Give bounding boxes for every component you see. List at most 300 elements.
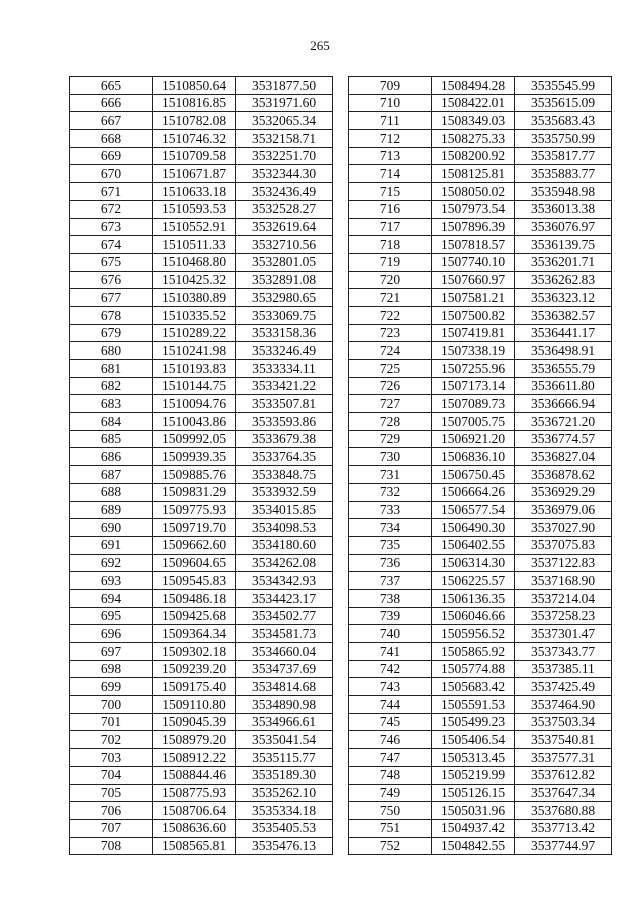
point-number-cell: 695 [70, 607, 153, 625]
point-number-cell: 751 [349, 819, 432, 837]
x-coordinate-cell: 1509364.34 [153, 625, 236, 643]
y-coordinate-cell: 3535262.10 [236, 784, 333, 802]
point-number-cell: 722 [349, 306, 432, 324]
x-coordinate-cell: 1505219.99 [432, 766, 515, 784]
table-row [70, 731, 333, 749]
point-number-cell: 734 [349, 519, 432, 537]
y-coordinate-cell: 3536555.79 [515, 360, 612, 378]
point-number-cell: 731 [349, 466, 432, 484]
x-coordinate-cell: 1509992.05 [153, 430, 236, 448]
x-coordinate-cell: 1505774.88 [432, 660, 515, 678]
table-row [349, 660, 612, 678]
y-coordinate-cell: 3537122.83 [515, 554, 612, 572]
x-coordinate-cell: 1507740.10 [432, 253, 515, 271]
point-number-cell: 704 [70, 766, 153, 784]
table-row [349, 94, 612, 112]
point-number-cell: 676 [70, 271, 153, 289]
point-number-cell: 706 [70, 802, 153, 820]
table-row [349, 342, 612, 360]
point-number-cell: 698 [70, 660, 153, 678]
x-coordinate-cell: 1507500.82 [432, 306, 515, 324]
y-coordinate-cell: 3535817.77 [515, 147, 612, 165]
y-coordinate-cell: 3537503.34 [515, 713, 612, 731]
x-coordinate-cell: 1509175.40 [153, 678, 236, 696]
y-coordinate-cell: 3531877.50 [236, 77, 333, 95]
table-row [70, 660, 333, 678]
table-row [70, 430, 333, 448]
table-row [349, 183, 612, 201]
x-coordinate-cell: 1507581.21 [432, 289, 515, 307]
point-number-cell: 677 [70, 289, 153, 307]
y-coordinate-cell: 3532344.30 [236, 165, 333, 183]
y-coordinate-cell: 3533679.38 [236, 430, 333, 448]
y-coordinate-cell: 3536076.97 [515, 218, 612, 236]
table-row [349, 731, 612, 749]
y-coordinate-cell: 3537540.81 [515, 731, 612, 749]
point-number-cell: 703 [70, 749, 153, 767]
table-row [70, 306, 333, 324]
y-coordinate-cell: 3535115.77 [236, 749, 333, 767]
point-number-cell: 670 [70, 165, 153, 183]
point-number-cell: 689 [70, 501, 153, 519]
table-row [70, 253, 333, 271]
y-coordinate-cell: 3536611.80 [515, 377, 612, 395]
point-number-cell: 725 [349, 360, 432, 378]
y-coordinate-cell: 3536262.83 [515, 271, 612, 289]
table-row [349, 837, 612, 855]
point-number-cell: 741 [349, 643, 432, 661]
table-row [70, 112, 333, 130]
point-number-cell: 710 [349, 94, 432, 112]
y-coordinate-cell: 3537258.23 [515, 607, 612, 625]
table-row [349, 536, 612, 554]
y-coordinate-cell: 3532619.64 [236, 218, 333, 236]
point-number-cell: 724 [349, 342, 432, 360]
x-coordinate-cell: 1510425.32 [153, 271, 236, 289]
table-row [70, 236, 333, 254]
table-row [70, 77, 333, 95]
table-row [70, 448, 333, 466]
y-coordinate-cell: 3536827.04 [515, 448, 612, 466]
x-coordinate-cell: 1508844.46 [153, 766, 236, 784]
x-coordinate-cell: 1505865.92 [432, 643, 515, 661]
point-number-cell: 697 [70, 643, 153, 661]
x-coordinate-cell: 1507419.81 [432, 324, 515, 342]
x-coordinate-cell: 1505031.96 [432, 802, 515, 820]
y-coordinate-cell: 3536441.17 [515, 324, 612, 342]
table-row [349, 236, 612, 254]
x-coordinate-cell: 1508125.81 [432, 165, 515, 183]
y-coordinate-cell: 3534015.85 [236, 501, 333, 519]
table-row [349, 165, 612, 183]
x-coordinate-cell: 1509662.60 [153, 536, 236, 554]
y-coordinate-cell: 3534966.61 [236, 713, 333, 731]
table-row [349, 784, 612, 802]
y-coordinate-cell: 3532436.49 [236, 183, 333, 201]
x-coordinate-cell: 1508050.02 [432, 183, 515, 201]
y-coordinate-cell: 3536498.91 [515, 342, 612, 360]
x-coordinate-cell: 1509775.93 [153, 501, 236, 519]
table-row [349, 819, 612, 837]
x-coordinate-cell: 1510380.89 [153, 289, 236, 307]
point-number-cell: 743 [349, 678, 432, 696]
x-coordinate-cell: 1507005.75 [432, 413, 515, 431]
y-coordinate-cell: 3537464.90 [515, 696, 612, 714]
table-row [349, 643, 612, 661]
x-coordinate-cell: 1510335.52 [153, 306, 236, 324]
y-coordinate-cell: 3536139.75 [515, 236, 612, 254]
point-number-cell: 728 [349, 413, 432, 431]
y-coordinate-cell: 3534660.04 [236, 643, 333, 661]
table-row [349, 678, 612, 696]
table-row [70, 94, 333, 112]
x-coordinate-cell: 1510850.64 [153, 77, 236, 95]
table-row [349, 713, 612, 731]
x-coordinate-cell: 1510671.87 [153, 165, 236, 183]
y-coordinate-cell: 3537075.83 [515, 536, 612, 554]
table-row [70, 766, 333, 784]
point-number-cell: 683 [70, 395, 153, 413]
point-number-cell: 668 [70, 130, 153, 148]
table-row [349, 306, 612, 324]
y-coordinate-cell: 3537647.34 [515, 784, 612, 802]
table-row [349, 147, 612, 165]
point-number-cell: 673 [70, 218, 153, 236]
table-row [349, 749, 612, 767]
point-number-cell: 742 [349, 660, 432, 678]
table-row [70, 519, 333, 537]
y-coordinate-cell: 3535750.99 [515, 130, 612, 148]
y-coordinate-cell: 3536979.06 [515, 501, 612, 519]
table-row [70, 271, 333, 289]
table-row [70, 466, 333, 484]
x-coordinate-cell: 1510289.22 [153, 324, 236, 342]
table-row [349, 554, 612, 572]
y-coordinate-cell: 3537027.90 [515, 519, 612, 537]
y-coordinate-cell: 3537612.82 [515, 766, 612, 784]
table-row [70, 696, 333, 714]
table-row [349, 589, 612, 607]
y-coordinate-cell: 3532980.65 [236, 289, 333, 307]
point-number-cell: 723 [349, 324, 432, 342]
y-coordinate-cell: 3532065.34 [236, 112, 333, 130]
y-coordinate-cell: 3532891.08 [236, 271, 333, 289]
table-row [349, 430, 612, 448]
x-coordinate-cell: 1509831.29 [153, 483, 236, 501]
point-number-cell: 721 [349, 289, 432, 307]
x-coordinate-cell: 1508636.60 [153, 819, 236, 837]
point-number-cell: 740 [349, 625, 432, 643]
table-row [349, 112, 612, 130]
x-coordinate-cell: 1508349.03 [432, 112, 515, 130]
y-coordinate-cell: 3534262.08 [236, 554, 333, 572]
table-row [349, 360, 612, 378]
x-coordinate-cell: 1508494.28 [432, 77, 515, 95]
x-coordinate-cell: 1505683.42 [432, 678, 515, 696]
y-coordinate-cell: 3535615.09 [515, 94, 612, 112]
x-coordinate-cell: 1510593.53 [153, 200, 236, 218]
y-coordinate-cell: 3532528.27 [236, 200, 333, 218]
x-coordinate-cell: 1505406.54 [432, 731, 515, 749]
point-number-cell: 717 [349, 218, 432, 236]
point-number-cell: 666 [70, 94, 153, 112]
table-row [349, 483, 612, 501]
table-row [70, 802, 333, 820]
point-number-cell: 749 [349, 784, 432, 802]
table-row [349, 395, 612, 413]
point-number-cell: 678 [70, 306, 153, 324]
x-coordinate-cell: 1509302.18 [153, 643, 236, 661]
table-row [70, 289, 333, 307]
y-coordinate-cell: 3535476.13 [236, 837, 333, 855]
table-row [70, 678, 333, 696]
x-coordinate-cell: 1506136.35 [432, 589, 515, 607]
y-coordinate-cell: 3534098.53 [236, 519, 333, 537]
x-coordinate-cell: 1508200.92 [432, 147, 515, 165]
point-number-cell: 732 [349, 483, 432, 501]
y-coordinate-cell: 3536929.29 [515, 483, 612, 501]
y-coordinate-cell: 3536382.57 [515, 306, 612, 324]
x-coordinate-cell: 1506836.10 [432, 448, 515, 466]
x-coordinate-cell: 1509604.65 [153, 554, 236, 572]
x-coordinate-cell: 1506664.26 [432, 483, 515, 501]
y-coordinate-cell: 3533069.75 [236, 306, 333, 324]
y-coordinate-cell: 3537744.97 [515, 837, 612, 855]
y-coordinate-cell: 3533507.81 [236, 395, 333, 413]
y-coordinate-cell: 3533764.35 [236, 448, 333, 466]
y-coordinate-cell: 3531971.60 [236, 94, 333, 112]
point-number-cell: 685 [70, 430, 153, 448]
point-number-cell: 693 [70, 572, 153, 590]
x-coordinate-cell: 1508422.01 [432, 94, 515, 112]
table-row [70, 589, 333, 607]
x-coordinate-cell: 1510144.75 [153, 377, 236, 395]
point-number-cell: 747 [349, 749, 432, 767]
point-number-cell: 715 [349, 183, 432, 201]
table-row [70, 572, 333, 590]
coordinates-table-left [69, 76, 333, 855]
x-coordinate-cell: 1509239.20 [153, 660, 236, 678]
x-coordinate-cell: 1505313.45 [432, 749, 515, 767]
x-coordinate-cell: 1506750.45 [432, 466, 515, 484]
point-number-cell: 694 [70, 589, 153, 607]
x-coordinate-cell: 1509939.35 [153, 448, 236, 466]
y-coordinate-cell: 3535041.54 [236, 731, 333, 749]
x-coordinate-cell: 1506577.54 [432, 501, 515, 519]
y-coordinate-cell: 3534342.93 [236, 572, 333, 590]
x-coordinate-cell: 1507818.57 [432, 236, 515, 254]
y-coordinate-cell: 3535948.98 [515, 183, 612, 201]
x-coordinate-cell: 1509110.80 [153, 696, 236, 714]
x-coordinate-cell: 1510816.85 [153, 94, 236, 112]
x-coordinate-cell: 1505499.23 [432, 713, 515, 731]
point-number-cell: 705 [70, 784, 153, 802]
y-coordinate-cell: 3536323.12 [515, 289, 612, 307]
table-row [70, 784, 333, 802]
table-row [70, 837, 333, 855]
y-coordinate-cell: 3532801.05 [236, 253, 333, 271]
table-row [349, 77, 612, 95]
table-row [70, 413, 333, 431]
y-coordinate-cell: 3533246.49 [236, 342, 333, 360]
x-coordinate-cell: 1509045.39 [153, 713, 236, 731]
page-number: 265 [310, 38, 330, 53]
y-coordinate-cell: 3537713.42 [515, 819, 612, 837]
x-coordinate-cell: 1506921.20 [432, 430, 515, 448]
point-number-cell: 719 [349, 253, 432, 271]
y-coordinate-cell: 3533593.86 [236, 413, 333, 431]
point-number-cell: 726 [349, 377, 432, 395]
y-coordinate-cell: 3534890.98 [236, 696, 333, 714]
x-coordinate-cell: 1506402.55 [432, 536, 515, 554]
point-number-cell: 727 [349, 395, 432, 413]
y-coordinate-cell: 3533334.11 [236, 360, 333, 378]
x-coordinate-cell: 1510709.58 [153, 147, 236, 165]
table-row [70, 147, 333, 165]
point-number-cell: 720 [349, 271, 432, 289]
y-coordinate-cell: 3537214.04 [515, 589, 612, 607]
x-coordinate-cell: 1508275.33 [432, 130, 515, 148]
table-row [349, 572, 612, 590]
x-coordinate-cell: 1510552.91 [153, 218, 236, 236]
point-number-cell: 752 [349, 837, 432, 855]
x-coordinate-cell: 1507255.96 [432, 360, 515, 378]
y-coordinate-cell: 3535683.43 [515, 112, 612, 130]
table-row [70, 536, 333, 554]
x-coordinate-cell: 1507173.14 [432, 377, 515, 395]
point-number-cell: 669 [70, 147, 153, 165]
table-row [70, 377, 333, 395]
x-coordinate-cell: 1508912.22 [153, 749, 236, 767]
table-row [349, 413, 612, 431]
table-row [70, 483, 333, 501]
y-coordinate-cell: 3536013.38 [515, 200, 612, 218]
table-row [70, 713, 333, 731]
point-number-cell: 679 [70, 324, 153, 342]
x-coordinate-cell: 1510782.08 [153, 112, 236, 130]
table-row [349, 501, 612, 519]
point-number-cell: 692 [70, 554, 153, 572]
table-row [70, 554, 333, 572]
x-coordinate-cell: 1509719.70 [153, 519, 236, 537]
table-row [349, 448, 612, 466]
point-number-cell: 699 [70, 678, 153, 696]
point-number-cell: 674 [70, 236, 153, 254]
x-coordinate-cell: 1510468.80 [153, 253, 236, 271]
point-number-cell: 671 [70, 183, 153, 201]
x-coordinate-cell: 1509425.68 [153, 607, 236, 625]
table-row [349, 200, 612, 218]
x-coordinate-cell: 1505956.52 [432, 625, 515, 643]
x-coordinate-cell: 1506225.57 [432, 572, 515, 590]
point-number-cell: 686 [70, 448, 153, 466]
table-row [70, 324, 333, 342]
x-coordinate-cell: 1510746.32 [153, 130, 236, 148]
point-number-cell: 748 [349, 766, 432, 784]
point-number-cell: 680 [70, 342, 153, 360]
table-row [349, 271, 612, 289]
y-coordinate-cell: 3534502.77 [236, 607, 333, 625]
point-number-cell: 716 [349, 200, 432, 218]
y-coordinate-cell: 3536201.71 [515, 253, 612, 271]
y-coordinate-cell: 3534581.73 [236, 625, 333, 643]
y-coordinate-cell: 3534814.68 [236, 678, 333, 696]
y-coordinate-cell: 3536666.94 [515, 395, 612, 413]
y-coordinate-cell: 3534180.60 [236, 536, 333, 554]
x-coordinate-cell: 1506490.30 [432, 519, 515, 537]
point-number-cell: 702 [70, 731, 153, 749]
table-row [349, 324, 612, 342]
y-coordinate-cell: 3532158.71 [236, 130, 333, 148]
x-coordinate-cell: 1508775.93 [153, 784, 236, 802]
table-row [349, 802, 612, 820]
point-number-cell: 681 [70, 360, 153, 378]
x-coordinate-cell: 1505126.15 [432, 784, 515, 802]
point-number-cell: 737 [349, 572, 432, 590]
x-coordinate-cell: 1510094.76 [153, 395, 236, 413]
point-number-cell: 712 [349, 130, 432, 148]
table-row [349, 377, 612, 395]
point-number-cell: 688 [70, 483, 153, 501]
point-number-cell: 675 [70, 253, 153, 271]
table-row [349, 466, 612, 484]
table-row [70, 183, 333, 201]
y-coordinate-cell: 3535334.18 [236, 802, 333, 820]
table-row [349, 130, 612, 148]
x-coordinate-cell: 1509545.83 [153, 572, 236, 590]
x-coordinate-cell: 1504937.42 [432, 819, 515, 837]
x-coordinate-cell: 1509885.76 [153, 466, 236, 484]
table-row [70, 395, 333, 413]
point-number-cell: 729 [349, 430, 432, 448]
table-row [70, 165, 333, 183]
y-coordinate-cell: 3536774.57 [515, 430, 612, 448]
y-coordinate-cell: 3536878.62 [515, 466, 612, 484]
point-number-cell: 745 [349, 713, 432, 731]
point-number-cell: 684 [70, 413, 153, 431]
x-coordinate-cell: 1505591.53 [432, 696, 515, 714]
x-coordinate-cell: 1507338.19 [432, 342, 515, 360]
point-number-cell: 738 [349, 589, 432, 607]
x-coordinate-cell: 1509486.18 [153, 589, 236, 607]
point-number-cell: 746 [349, 731, 432, 749]
point-number-cell: 711 [349, 112, 432, 130]
y-coordinate-cell: 3537343.77 [515, 643, 612, 661]
table-row [70, 501, 333, 519]
y-coordinate-cell: 3535883.77 [515, 165, 612, 183]
table-row [70, 130, 333, 148]
x-coordinate-cell: 1510043.86 [153, 413, 236, 431]
y-coordinate-cell: 3533158.36 [236, 324, 333, 342]
y-coordinate-cell: 3537425.49 [515, 678, 612, 696]
point-number-cell: 691 [70, 536, 153, 554]
x-coordinate-cell: 1504842.55 [432, 837, 515, 855]
point-number-cell: 667 [70, 112, 153, 130]
table-row [70, 625, 333, 643]
point-number-cell: 701 [70, 713, 153, 731]
y-coordinate-cell: 3535545.99 [515, 77, 612, 95]
point-number-cell: 665 [70, 77, 153, 95]
table-row [70, 342, 333, 360]
y-coordinate-cell: 3535189.30 [236, 766, 333, 784]
x-coordinate-cell: 1510241.98 [153, 342, 236, 360]
x-coordinate-cell: 1510193.83 [153, 360, 236, 378]
table-row [70, 218, 333, 236]
point-number-cell: 744 [349, 696, 432, 714]
y-coordinate-cell: 3534737.69 [236, 660, 333, 678]
point-number-cell: 733 [349, 501, 432, 519]
point-number-cell: 718 [349, 236, 432, 254]
